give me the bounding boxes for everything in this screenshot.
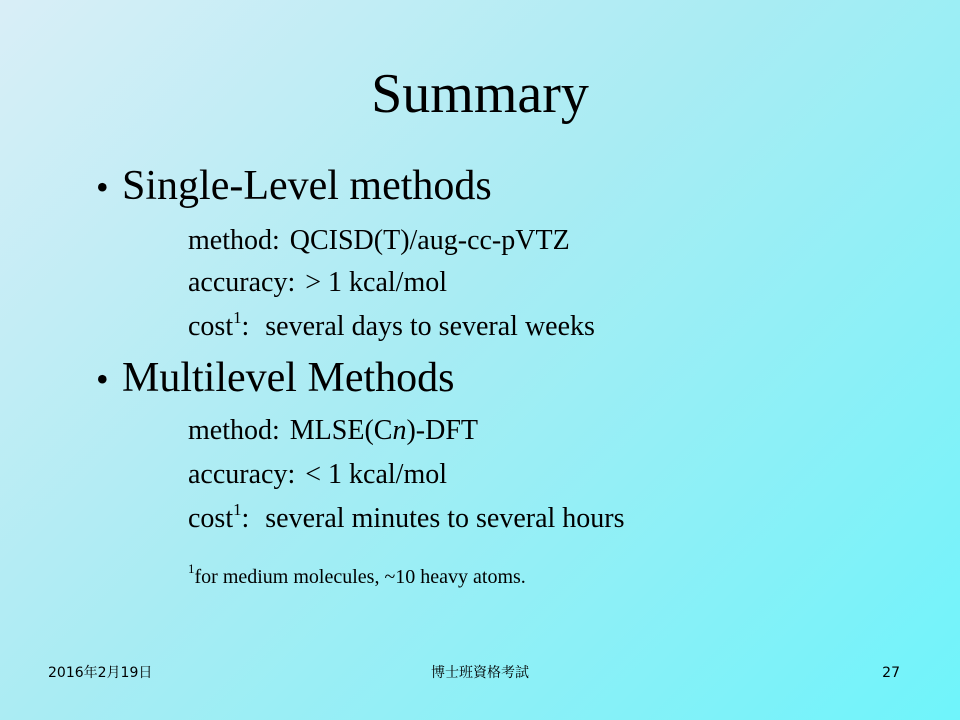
bullet-heading: Multilevel Methods [122, 355, 455, 401]
bullet-heading: Single-Level methods [122, 163, 492, 209]
line-text: )-DFT [406, 415, 478, 446]
line-italic: n [392, 415, 407, 446]
multi-accuracy-line [188, 458, 447, 492]
bullet-single-level [96, 162, 492, 211]
line-text: QCISD(T)/aug-cc-pVTZ [289, 225, 570, 256]
line-prefix: cost [188, 311, 234, 342]
bullet-multilevel [96, 354, 454, 403]
line-prefix: accuracy: [188, 459, 296, 490]
footnote-text: for medium molecules, ~10 heavy atoms. [194, 566, 526, 588]
line-text: > 1 kcal/mol [305, 267, 448, 298]
footnote-marker: 1 [233, 307, 242, 327]
line-prefix: cost [188, 503, 234, 534]
footer-date: 2016年2月19日 [48, 665, 153, 681]
footnote-marker: 1 [233, 499, 242, 519]
line-colon: : [241, 311, 250, 342]
line-prefix: method: [188, 225, 280, 256]
line-text: MLSE(C [289, 415, 393, 446]
multi-cost-line [188, 499, 625, 536]
line-text: < 1 kcal/mol [305, 459, 448, 490]
line-text: several minutes to several hours [265, 503, 625, 534]
page-title: Summary [371, 63, 589, 125]
line-text: several days to several weeks [265, 311, 595, 342]
line-prefix: method: [188, 415, 280, 446]
single-accuracy-line [188, 266, 447, 300]
line-colon: : [241, 503, 250, 534]
single-cost-line [188, 307, 595, 344]
footnote-marker: 1 [188, 561, 195, 577]
single-method-line [188, 224, 570, 258]
line-prefix: accuracy: [188, 267, 296, 298]
footnote [188, 561, 526, 590]
footer-center-text: 博士班資格考試 [431, 665, 529, 681]
bullet-dot: • [96, 359, 109, 399]
multi-method-line [188, 414, 478, 448]
page-number: 27 [882, 665, 900, 681]
bullet-dot: • [96, 167, 109, 207]
